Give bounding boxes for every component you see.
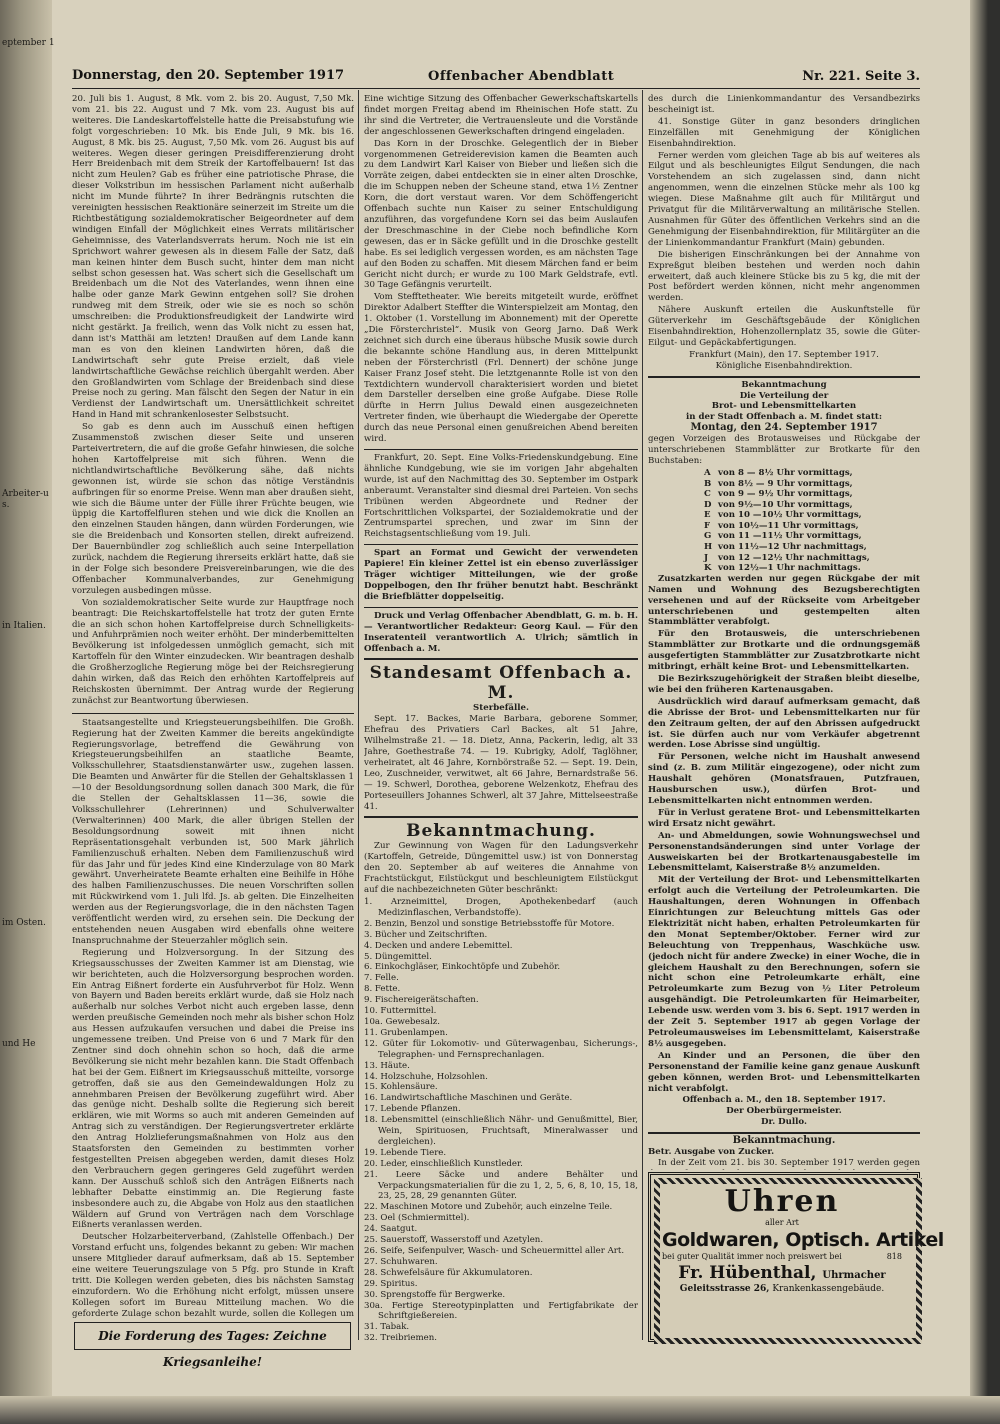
ad-title: Uhren xyxy=(724,1184,840,1219)
b2-sign-3: Dr. Dullo. xyxy=(761,1117,807,1128)
b2-paragraph-4: Ausdrücklich wird darauf aufmerksam gemacht, daß die Abrisse der Brot- und Lebensmittelkarten nur für den Zeitraum gelten, der auf den Abrissen aufgedruckt ist. Sie dürfen auch nur vom Verkäufer abgetrennt werden. Lose Abrisse sind ungültig. xyxy=(648,696,920,751)
goods-item: 14. Holzschuhe, Holzsohlen. xyxy=(364,1071,488,1082)
b2-paragraph-9: An Kinder und an Personen, die über den Personenstand der Familie keine ganz genaue Auskunft geben können, werden Brot- und Lebensmittelkarten nicht verabfolgt. xyxy=(648,1050,920,1094)
schedule-row xyxy=(704,563,920,574)
schedule-row xyxy=(704,510,920,521)
col2-divider-5 xyxy=(364,816,638,818)
ad-content xyxy=(662,1184,944,1326)
col1-paragraph-1: 20. Juli bis 1. August, 8 Mk. vom 2. bis 20. August, 7,50 Mk. vom 21. bis 22. August und 7 Mk. vom 23. August bis auf weiteres. Die Landeskartoffelstelle hatte die Preisabstufung wie folgt vorgeschrieben: 10 Mk. bis Ende Juli, 9 Mk. bis 16. August, 8 Mk. bis 25. August, 7,50 Mk. vom 26. August bis auf weiteres. Wegen dieser geringen Preisdifferenzierung droht Herr Breidenbach mit dem Streik der Kartoffelbauern! Ist das nicht zum Heulen? Gab es früher eine patriotische Phrase, die dieser Volkstribun im hessischen Parlament nicht außerhalb nicht im Munde führte? In ihrer Bedrängnis rutschten die vereinigten hessischen Reaktionäre seinerzeit im Streite um die Richtbestätigung sozialdemokratischer Beigeordneter auf dem windigen Einfall der Möglichkeit eines Verrats militärischer Geheimnisse, des Vaterlandsverrats herum. Noch nie ist ein Sprichwort wahrer gewesen als in diesem Falle der Satz, daß man keinen hinter dem Busch sucht, hinter dem man nicht selbst schon gesessen hat. Was schert sich die Gesellschaft um Breidenbach um die Not des Vaterlandes, wenn ihnen eine halbe oder ganze Mark Gewinn entgehen soll? Sie drohen rundweg mit dem Streik, oder wie sie es noch so schön umschreiben: die Produktionsfreudigkeit der Landwirte wird nicht gestärkt. Ja freilich, wenn das Volk nicht zu essen hat, dann ist's Matthäi am letzten! Draußen auf dem Lande kann man es von den kleinen Landwirten hören, daß die Landwirtschaft sehr gute Preise erzielt, daß viele landwirtschaftliche Gewächse reichlich übergahlt werden. Aber den Großlandwirten vom Schlage der Breidenbach sind diese Preise noch zu gering. Man fälscht den Segen der Natur in ein Verdienst der Landwirtschaft um. Unersättlichkeit schreitet Hand in Hand mit schrankenlosester Selbstsucht. xyxy=(72,94,354,421)
schedule-letter: D xyxy=(704,499,712,510)
b2-paragraph-3: Die Bezirkszugehörigkeit der Straßen bleibt dieselbe, wie bei den früheren Kartenausgaben. xyxy=(648,674,920,695)
goods-item: 6. Einkochgläser, Einkochtöpfe und Zubehör. xyxy=(364,962,561,973)
schedule-time: von 12½—1 Uhr nachmittags. xyxy=(718,563,861,574)
b2-date: Montag, den 24. September 1917 xyxy=(690,422,878,434)
col3-divider-1 xyxy=(648,376,920,378)
column-1 xyxy=(72,94,354,1318)
col1-paragraph-2: So gab es denn auch im Ausschuß einen heftigen Zusammenstoß zwischen dieser Seite und unseren Parteivertretern, die auf die große Gefahr hinwiesen, die solche hohen Kartoffelpreise mit sich führen. Wenn die nichtlandwirtschaftliche Bevölkerung sähe, daß nichts gewonnen ist, würde sie schon das nötige Verständnis aufbringen für so enorme Preise. Wenn man aber draußen sieht, wie sich die Bäume unter der Fülle ihrer Früchte beugen, wie üppig die Kartoffelfluren stehen und wie dick die Knollen an den einzelnen Stauden hängen, dann würden Forderungen, wie sie die Breidenbach und Konsorten stellen, direkt aufreizend. Der Bauernbündler zog schließlich auch seine Interpellation zurück, nachdem die Regierung ihrerseits erklärt hatte, daß sie in der Folge sich besondere Preisvereinbarungen, wie die des Offenbacher Kommunalverbandes, zur Genehmigung vorzulegen ausbedingen müsse. xyxy=(72,422,354,596)
col2-paper-notice: Spart an Format und Gewicht der verwendeten Papiere! Ein kleiner Zettel ist ein ebenso zuverlässiger Träger wichtiger Mitteilungen, wie der große Doppelbogen, den Ihr früher benutzt habt. Beschränkt die Briefblätter doppelseitig. xyxy=(364,548,638,602)
col3-paragraph-4: Nähere Auskunft erteilen die Auskunftstelle für Güterverkehr im Geschäftsgebäude der Königlichen Eisenbahndirektion, Hohenzollernplatz 35, sowie die Güter-Eilgut- und Gepäckabfertigungen. xyxy=(648,305,920,348)
schedule-row xyxy=(704,521,920,532)
b2-paragraph-6: Für in Verlust geratene Brot- und Lebensmittelkarten wird Ersatz nicht gewährt. xyxy=(648,807,920,829)
slogan-box: Die Forderung des Tages: Zeichne Kriegsanleihe! xyxy=(74,1322,351,1350)
col2-divider-1 xyxy=(364,449,638,450)
ad-trade: Uhrmacher xyxy=(822,1270,886,1281)
goods-item: 27. Schuhwaren. xyxy=(364,1256,438,1267)
col3-paragraph-3: Die bisherigen Einschränkungen bei der Annahme von Expreßgut bleiben bestehen und werden noch dahin erweitert, daß auch kleinere Stücke bis zu 5 kg, die mit der Post befördert werden können, nicht mehr angenommen werden. xyxy=(648,249,920,304)
goods-item: 1. Arzneimittel, Drogen, Apothekenbedarf (auch Medizinflaschen, Verbandstoffe). xyxy=(364,897,638,918)
goods-item: 29. Spiritus. xyxy=(364,1278,418,1289)
goods-item: 30. Sprengstoffe für Bergwerke. xyxy=(364,1289,506,1300)
schedule-time: von 9½—10 Uhr vormittags, xyxy=(718,499,853,510)
column-3 xyxy=(648,94,920,1170)
col1-paragraph-6: Deutscher Holzarbeiterverband, (Zahlstelle Offenbach.) Der Vorstand erfucht uns, folgendes bekannt zu geben: Wir machen unsere Mitglieder darauf aufmerksam, daß ab 15. September eine weitere Teuerungszulage von 5 Pfg. pro Stunde in Kraft tritt. Die Kollegen werden gebeten, dies bis nächsten Samstag einzufordern. Wo die Erhöhung nicht erfolgt, müssen unsere Kollegen sofort im Bureau Mitteilung machen. Wo die geforderte Zulage schon bezahlt wurde, sollen die Kollegen um xyxy=(72,1232,354,1318)
col1-paragraph-5: Regierung und Holzversorgung. In der Sitzung des Kriegsausschusses der Zweiten Kammer ist am Dienstag, wie wir berichteten, auch die Holzversorgung besprochen worden. Ein Antrag Eißnert forderte ein Ausfuhrverbot für Holz. Wenn von Bayern und Baden bereits erklärt wurde, daß sie Holz nach außerhalb nur solches Verbot nicht auch ergeben lasse, denn werden preußische Gemeinden noch mehr als bisher schon Holz aus Hessen aufzukaufen versuchen und dabei die Preise ins ungemessene treiben. Und Preise von 6 und 7 Mark für den Zentner sind doch ohnehin schon so hoch, daß die arme Bevölkerung sie nicht mehr bezahlen kann. Die Stadt Offenbach hat bei der Gem. Eißnert im Kriegsausschuß mitteilte, vorsorge getroffen, daß sie aus den Gemeindewaldungen Holz zu annehmbaren Preisen der Bevölkerung zugeführt wird. Aber das genüge nicht. Deshalb sollte die Regierung sich bereit erklären, wie mit Worms so auch mit anderen Gemeinden auf Antrag sich zu verständigen. Der Regierungsvertreter erklärte den Antrag Holzlieferungsmaßnahmen von Holz aus den Staatsforsten den Gemeinden zu bestimmten vorher festgestellten Preisen abgegeben werden, damit dieses Holz den Verbrauchern gegen geringeres Geld zugeführt werden kann. Der Ausschuß schloß sich den Anträgen Eißnerts nach lebhafter Debatte einstimmig an. Die Regierung faste insbesondere auch zu, die Abgabe von Holz aus den staatlichen Wäldern auf Grund von Verträgen nach dem Vorschlage Eißnerts veranlassen werden. xyxy=(72,947,354,1231)
goods-item: 4. Decken und andere Lebemittel. xyxy=(364,940,513,951)
schedule-time: von 8½ — 9 Uhr vormittags, xyxy=(718,478,853,489)
schedule-time: von 9 — 9½ Uhr vormittags, xyxy=(718,489,853,500)
col3-sign-authority: Königliche Eisenbahndirektion. xyxy=(715,360,853,371)
goods-list xyxy=(364,897,638,1344)
schedule-time: von 10½—11 Uhr vormittags, xyxy=(718,520,859,531)
bekanntmachung-intro: Zur Gewinnung von Wagen für den Ladungsverkehr (Kartoffeln, Getreide, Düngemittel usw.) ist von Donnerstag den 20. September ab auf weiteres die Annahme von Frachtstückgut, Eilstückgut und beschleunigtem Eilstückgut auf die nachbezeichneten Güter beschränkt: xyxy=(364,841,638,896)
schedule-time: von 11 —11½ Uhr vormittags, xyxy=(718,531,862,542)
header-paper-title: Offenbacher Abendblatt xyxy=(428,69,615,84)
schedule-time: von 12 —12½ Uhr nachmittags, xyxy=(718,552,870,563)
col2-divider-4 xyxy=(364,658,638,660)
col2-paragraph-1: Eine wichtige Sitzung des Offenbacher Gewerkschaftskartells findet morgen Freitag abend im Rheinischen Hofe statt. Zu ihr sind die Vertreter, die Vertrauensleute und die Vorstände der angeschlossenen Gewerkschaften dringend eingeladen. xyxy=(364,94,638,137)
distribution-schedule xyxy=(648,468,920,574)
goods-item: 26. Seife, Seifenpulver, Wasch- und Scheuermittel aller Art. xyxy=(364,1246,625,1256)
goods-item: 21. Leere Säcke und andere Behälter und Verpackungsmaterialien für die zu 1, 2, 5, 6, 8, 10, 15, 18, 23, 25, 28, 29 genannten Güter. xyxy=(364,1169,638,1202)
schedule-row xyxy=(704,500,920,511)
goods-item: 8. Fette. xyxy=(364,984,401,995)
col2-paragraph-4: Frankfurt, 20. Sept. Eine Volks-Friedenskundgebung. Eine ähnliche Kundgebung, wie sie im vorigen Jahr abgehalten wurde, ist auf den Nachmittag des 30. September im Ostpark anberaumt. Veranstalter sind diesmal drei Parteien. Von sechs Tribünen werden Abgeordnete und Redner der Fortschrittlichen Volkspartei, der Sozialdemokratie und der Zentrumspartei sprechen, und zwar im Sinn der Reichstagsentschließung vom 19. Juli. xyxy=(364,453,638,540)
bottom-page-edge xyxy=(0,1396,1000,1424)
goods-item: 12. Güter für Lokomotiv- und Güterwagenbau, Sicherungs-, Telegraphen- und Fernsprechanlagen. xyxy=(364,1038,638,1060)
goods-item: 18. Lebensmittel (einschließlich Nähr- und Genußmittel, Bier, Wein, Spirituosen, Fruchtsaft, Mineralwasser und dergleichen). xyxy=(364,1115,638,1147)
goods-item: 7. Felle. xyxy=(364,973,399,984)
ad-subtitle: aller Art xyxy=(765,1218,799,1227)
standesamt-title: Standesamt Offenbach a. M. xyxy=(369,663,633,704)
schedule-letter: B xyxy=(704,478,712,489)
goods-item: 3. Bücher und Zeitschriften. xyxy=(364,929,488,940)
b2-sign-2: Der Oberbürgermeister. xyxy=(726,1106,842,1117)
col3-divider-2 xyxy=(648,1132,920,1134)
schedule-letter: H xyxy=(704,542,713,553)
goods-item: 23. Oel (Schmiermittel). xyxy=(364,1213,470,1224)
column-rule-2 xyxy=(642,90,643,1340)
sterbefaelle-heading: Sterbefälle. xyxy=(473,703,529,714)
schedule-letter: J xyxy=(704,552,709,563)
goods-item: 10a. Gewebesalz. xyxy=(364,1016,441,1027)
page-header xyxy=(72,68,920,89)
ad-main-line: Goldwaren, Optisch. Artikel xyxy=(662,1229,944,1251)
goods-item: 16. Landwirtschaftliche Maschinen und Geräte. xyxy=(364,1093,573,1104)
col3-sign-place: Frankfurt (Main), den 17. September 1917. xyxy=(689,349,879,360)
goods-item: 13. Häute. xyxy=(364,1060,410,1071)
b2-paragraph-7: An- und Abmeldungen, sowie Wohnungswechsel und Personenstandsänderungen sind unter Vorlage der Ausweiskarten bei der Brotkartenausgabestelle im Lebensmittelamt, Kaiserstraße 8½ anzumelden. xyxy=(648,830,920,874)
col3-top: des durch die Linienkommandantur des Versandbezirks bescheinigt ist. xyxy=(648,94,920,115)
schedule-time: von 10 —10½ Uhr vormittags, xyxy=(718,510,862,521)
schedule-time: von 11½—12 Uhr nachmittags, xyxy=(718,542,867,553)
col1-divider xyxy=(72,713,354,714)
col3-paragraph-2: Ferner werden vom gleichen Tage ab bis auf weiteres als Eilgut und als beschleunigtes Eilgut Sendungen, die nach Vorstehendem an sich zugelassen sind, dann nicht angenommen, wenn die einzelnen Stücke mehr als 100 kg wiegen. Diese Maßnahme gilt auch für Militärgut und Privatgut für die Militärverwaltung an militärische Stellen. Ausnahmen für Güter des öffentlichen Verkehrs sind an die Genehmigung der Eisenbahndirektion, für Militärgüter an die der Linienkommandantur Frankfurt (Main) gebunden. xyxy=(648,150,920,248)
goods-item: 32. Treibriemen. xyxy=(364,1333,438,1344)
goods-item: 10. Futtermittel. xyxy=(364,1006,437,1017)
b2-sub-2: Brot- und Lebensmittelkarten xyxy=(711,401,857,412)
deaths-list: Sept. 17. Backes, Marie Barbara, geborene Sommer, Ehefrau des Privatiers Carl Backes, alt 51 Jahre, Wilhelmstraße 21. — 18. Dietz, Anna, Packerin, ledig, alt 33 Jahre, Goethestraße 74. — 19. Kubrigky, Adolf, Taglöhner, verheiratet, alt 46 Jahre, Kornbörstraße 52. — Sept. 19. Dein, Leo, Zuschneider, verwitwet, alt 66 Jahre, Bernardstraße 56. — 19. Schwerl, Dorothea, geborene Welzenkotz, Ehefrau des Porteseuillers Johannes Schwerl, alt 37 Jahre, Mittelseestraße 41. xyxy=(364,714,638,812)
goods-item: 20. Leder, einschließlich Kunstleder. xyxy=(364,1158,523,1169)
ad-address: Geleitsstrasse 26, xyxy=(679,1284,770,1294)
schedule-row xyxy=(704,542,920,553)
col2-paragraph-3: Vom Stefftetheater. Wie bereits mitgeteilt wurde, eröffnet Direktor Adalbert Steffter die Winterspielzeit am Montag, den 1. Oktober (1. Vorstellung im Abonnement) mit der Operette „Die Försterchristel“. Musik von Georg Jarno. Daß Werk zeichnet sich durch eine überaus hübsche Musik sowie durch die bekannte schöne Handlung aus, in deren Mittelpunkt neben der Försterchristl (Frl. Dennert) der schöne junge Kaiser Franz Josef steht. Die letztgenannte Rolle ist von den Textdichtern wundervoll charakterisiert worden und bietet dem Darsteller derselben eine große Aufgabe. Diese Rolle dürfte in Herrn Julius Dewald einen ausgezeichneten Vertreter finden, wie überhaupt die Wiedergabe der Operette durch das neue Personal einen genußreichen Abend bereiten wird. xyxy=(364,292,638,445)
goods-item: 22. Maschinen Motore und Zubehör, auch einzelne Teile. xyxy=(364,1202,613,1213)
ad-number: 818 xyxy=(886,1252,902,1261)
goods-item: 9. Fischereigerätschaften. xyxy=(364,995,479,1006)
bekanntmachung-title: Bekanntmachung. xyxy=(406,821,596,842)
binding-strip xyxy=(0,0,55,1424)
b2-intro: gegen Vorzeigen des Brotausweises und Rückgabe der unterschriebenen Stammblätter zur Brotkarte für den Buchstaben: xyxy=(648,434,920,466)
goods-item: 31. Tabak. xyxy=(364,1322,410,1333)
col3-item-41: 41. Sonstige Güter in ganz besonders dringlichen Einzelfällen mit Genehmigung der Königlichen Eisenbahndirektion. xyxy=(648,116,920,149)
header-date: Donnerstag, den 20. September 1917 xyxy=(72,68,345,83)
schedule-time: von 8 — 8½ Uhr vormittags, xyxy=(718,467,853,478)
schedule-row xyxy=(704,553,920,564)
right-page-edge xyxy=(970,0,1000,1424)
schedule-letter: A xyxy=(704,467,711,478)
ad-firm-name: Fr. Hübenthal, xyxy=(678,1263,817,1283)
col2-imprint: Druck und Verlag Offenbacher Abendblatt, G. m. b. H. — Verantwortlicher Redakteur: Georg Kaul. — Für den Inseratenteil verantwortlich A. Ulrich; sämtlich in Offenbach a. M. xyxy=(364,610,638,654)
b2-paragraph-1: Zusatzkarten werden nur gegen Rückgabe der mit Namen und Wohnung des Bezugsberechtigten versehenen und auf der Rückseite vom Arbeitgeber unterschriebenen und gestempelten alten Stammblätter verabfolgt. xyxy=(648,573,920,628)
goods-item: 2. Benzin, Benzol und sonstige Betriebsstoffe für Motore. xyxy=(364,918,615,929)
b3-title: Bekanntmachung. xyxy=(732,1135,836,1147)
schedule-letter: C xyxy=(704,489,711,500)
b2-sign-1: Offenbach a. M., den 18. September 1917. xyxy=(682,1095,886,1106)
col2-paragraph-2: Das Korn in der Droschke. Gelegentlich der in Bieber vorgenommenen Getreiderevision kamen die Beamten auch zu dem Landwirt Karl Kaiser von Bieber und ließen sich die Vorräte zeigen, dabei entdeckten sie in einer alten Droschke, die im Schuppen neben der Scheune stand, etwa 1½ Zentner Korn, die dort verstaut waren. Vor dem Schöffengericht Offenbach suchte nun Kaiser zu seiner Entschuldigung anzuführen, das vorgefundene Korn sei das beim Auslaufen der Dreschmaschine in der Ciebe noch befindliche Korn gewesen, das er in Säcke gefüllt und in die Droschke gestellt habe. Es sei lediglich vergessen worden, es am nächsten Tage auf den Boden zu schaffen. Mit diesem Märchen fand er beim Gericht nicht durch; er wurde zu 100 Mark Geldstrafe, evtl. 30 Tage Gefängnis verurteilt. xyxy=(364,138,638,291)
b3-sub: Betr. Ausgabe von Zucker. xyxy=(648,1147,775,1158)
goods-item: 17. Lebende Pflanzen. xyxy=(364,1104,461,1115)
schedule-row xyxy=(704,489,920,500)
goods-item: 24. Saatgut. xyxy=(364,1224,418,1235)
ad-address-2: Krankenkassengebäude. xyxy=(772,1284,885,1294)
goods-item: 11. Grubenlampen. xyxy=(364,1027,448,1038)
header-page-number: Nr. 221. Seite 3. xyxy=(802,69,920,84)
schedule-letter: G xyxy=(704,531,712,542)
schedule-row xyxy=(704,468,920,479)
b2-paragraph-5: Für Personen, welche nicht im Haushalt anwesend sind (z. B. zum Militär eingezogene), oder nicht zum Haushalt gehören (Monatsfrauen, Putzfrauen, Hausburschen usw.), dürfen Brot- und Lebensmittelkarten nicht entnommen werden. xyxy=(648,752,920,806)
goods-item: 30a. Fertige Stereotypinplatten und Fertigfabrikate der Schriftgießereien. xyxy=(364,1300,638,1322)
schedule-letter: K xyxy=(704,563,712,574)
schedule-row xyxy=(704,479,920,490)
col1-paragraph-3: Von sozialdemokratischer Seite wurde zur Hauptfrage noch beantragt: Die Reichskartoffelstelle hat trotz der guten Ernte die an sich schon hohen Kartoffelpreise durch Schnelligkeits- und Anfuhrprämien noch weiter erhöht. Der minderbemittelten Bevölkerung ist infolgedessen unmöglich gemacht, sich mit Kartoffeln für den Winter einzudecken. Wir beantragen deshalb die Großherzogliche Regierung möge bei der Reichsregierung dahin wirken, daß das Reich den erhöhten Kartoffelpreis auf Reichskosten übernimmt. Der Antrag wurde der Regierung zunächst zur Beantwortung überwiesen. xyxy=(72,597,354,706)
col2-divider-3 xyxy=(364,607,638,608)
schedule-letter: F xyxy=(704,520,711,531)
goods-item: 15. Kohlensäure. xyxy=(364,1082,438,1093)
goods-item: 25. Sauerstoff, Wasserstoff und Azetylen. xyxy=(364,1235,544,1246)
b2-title: Bekanntmachung xyxy=(741,379,827,390)
schedule-letter: E xyxy=(704,510,711,521)
goods-item: 28. Schwefelsäure für Akkumulatoren. xyxy=(364,1267,533,1278)
b2-sub-3: in der Stadt Offenbach a. M. findet statt: xyxy=(686,412,882,423)
goods-item: 19. Lebende Tiere. xyxy=(364,1147,447,1158)
b2-paragraph-8: Mit der Verteilung der Brot- und Lebensmittelkarten erfolgt auch die Verteilung der Petroleumkarten. Die Haushaltungen, deren Wohnungen in Offenbach Einrichtungen zur Beleuchtung mittels Gas oder Elektrizität nicht haben, erhalten Petroleumkarten für den Monat September/Oktober. Ferner wird zur Beleuchtung von Treppenhaus, Waschküche usw. (jedoch nicht für andere Zwecke) in einer Woche, die in gleichem Haushalt zu den Berechnungen, sofern sie nicht schon eine Petroleumkarte erhält, eine Petroleumkarte zum Bezug von ½ Liter Petroleum ausgehändigt. Die Petroleumkarten für Heimarbeiter, Lebende usw. werden vom 3. bis 6. Sept. 1917 werden in der Zeit 5. September 1917 ab gegen Vorlage der Petroleumausweises im Lebensmittelamt, Kaiserstraße 8½ ausgegeben. xyxy=(648,875,920,1049)
schedule-row xyxy=(704,531,920,542)
goods-item: 5. Düngemittel. xyxy=(364,951,432,962)
ad-quality: bei guter Qualität immer noch preiswert bei xyxy=(662,1252,842,1261)
watch-advertisement xyxy=(648,1172,944,1342)
b3-paragraph-1: In der Zeit vom 21. bis 30. September 1917 werden gegen xyxy=(658,1157,920,1168)
col2-divider-2 xyxy=(364,544,638,545)
b2-paragraph-2: Für den Brotausweis, die unterschriebenen Stammblätter zur Brotkarte und die ordnungsgemäß ausgefertigten Stammblätter zur Zusatzbrotkarte nicht mitbringt, erhält keine Brot- und Lebensmittelkarten. xyxy=(648,629,920,673)
binding-fragments: eptember 1 Arbeiter-u s. in Italien. im Osten. und He xyxy=(2,38,55,1049)
col1-paragraph-4: Staatsangestellte und Kriegsteuerungsbeihilfen. Die Großh. Regierung hat der Zweiten Kammer die bereits angekündigte Regierungsvorlage, betreffend die Gewährung von Kriegsteuerungsbeihilfen an staatliche Beamte, Volksschullehrer, Staatsdienstanwärter usw., zugehen lassen. Die Beamten und Anwärter für die Stellen der Gehaltsklassen 1—10 der Besoldungsordnung sollen danach 300 Mark, die für die Stellen der Gehaltsklassen 11—36, sowie die Volksschullehrer (Lehrerinnen) und Schulverwalter (Verwalterinnen) 400 Mark, die aller übrigen Stellen der Besoldungsordnung soweit mit ihnen nicht Repräsentationsgehalt verbunden ist, 500 Mark jährlich Familienzuschuß erhalten. Neben dem Familienzuschuß wird für das Jahr und für jedes Kind eine Kinderzulage von 80 Mark gewährt. Unverheiratete Beamte erhalten eine Beihilfe in Höhe des halben Familienzuschusses. Die neuen Vorschriften sollen mit Rückwirkend vom 1. Juli lfd. Js. ab gelten. Die Einzelheiten werden aus der Regierungsvorlage, die in den nächsten Tagen veröffentlicht werden wird, zu ersehen sein. Die Deckung der entstehenden neuen Ausgaben wird ebenfalls ohne weitere Inanspruchnahme der Steuerzahler möglich sein. xyxy=(72,717,354,946)
column-rule-1 xyxy=(358,90,359,1340)
column-2 xyxy=(364,94,638,1344)
b2-sub-1: Die Verteilung der xyxy=(739,390,829,401)
